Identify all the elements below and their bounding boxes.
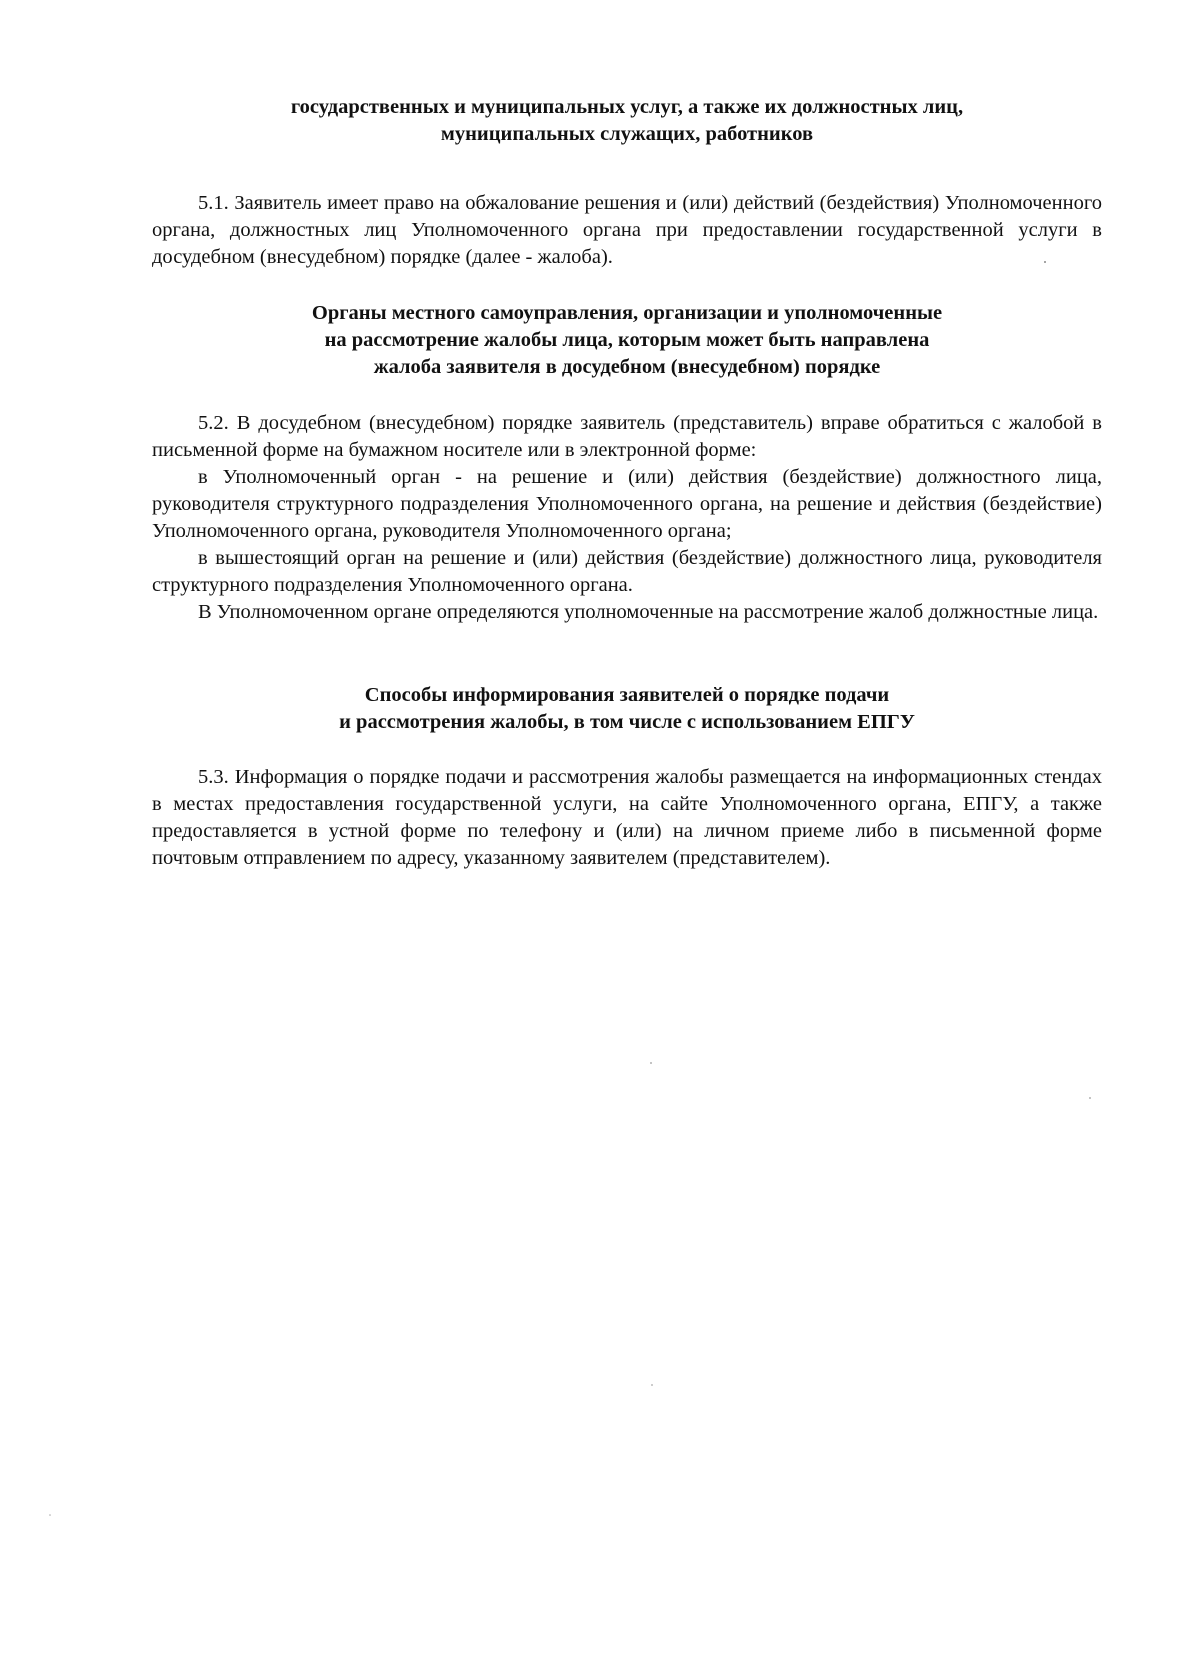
heading-line: государственных и муниципальных услуг, а также их должностных лиц, bbox=[290, 96, 964, 118]
heading-line: Способы информирования заявителей о порядке подачи bbox=[364, 684, 890, 706]
heading-line: Органы местного самоуправления, организации и уполномоченные bbox=[311, 302, 943, 324]
heading-line: жалоба заявителя в досудебном (внесудебном) порядке bbox=[373, 356, 881, 378]
paragraph-5-2-item-authorized-body: в Уполномоченный орган - на решение и (или) действия (бездействие) должностного лица, руководителя структурного подразделения Уполномоченного органа, на решение и действия (бездействие) Уполномоченного органа, руководителя Уполномоченного органа; bbox=[152, 466, 1102, 542]
paragraph-5-2-item-higher-body: в вышестоящий орган на решение и (или) действия (бездействие) должностного лица, руководителя структурного подразделения Уполномоченного органа. bbox=[152, 547, 1102, 596]
paragraph-5-2-intro: 5.2. В досудебном (внесудебном) порядке заявитель (представитель) вправе обратиться с жалобой в письменной форме на бумажном носителе или в электронной форме: bbox=[152, 412, 1102, 461]
section-heading-complaint-bodies bbox=[152, 300, 1102, 381]
heading-line: на рассмотрение жалобы лица, которым может быть направлена bbox=[324, 329, 930, 351]
document-page bbox=[152, 94, 1102, 872]
section-heading-informing-methods bbox=[152, 682, 1102, 736]
section-heading-appeals-continued bbox=[152, 94, 1102, 148]
paragraph-5-1: 5.1. Заявитель имеет право на обжалование решения и (или) действий (бездействия) Уполномоченного органа, должностных лиц Уполномоченного органа при предоставлении государственной услуги в досудебном (внесудебном) порядке (далее - жалоба). bbox=[152, 192, 1102, 268]
heading-line: муниципальных служащих, работников bbox=[440, 123, 814, 145]
paragraph-5-2-closing: В Уполномоченном органе определяются уполномоченные на рассмотрение жалоб должностные лица. bbox=[198, 601, 1099, 623]
heading-line: и рассмотрения жалобы, в том числе с использованием ЕПГУ bbox=[339, 711, 915, 733]
paragraph-5-3: 5.3. Информация о порядке подачи и рассмотрения жалобы размещается на информационных стендах в местах предоставления государственной услуги, на сайте Уполномоченного органа, ЕПГУ, а также предоставляется в устной форме по телефону и (или) на личном приеме либо в письменной форме почтовым отправлением по адресу, указанному заявителем (представителем). bbox=[152, 766, 1102, 869]
